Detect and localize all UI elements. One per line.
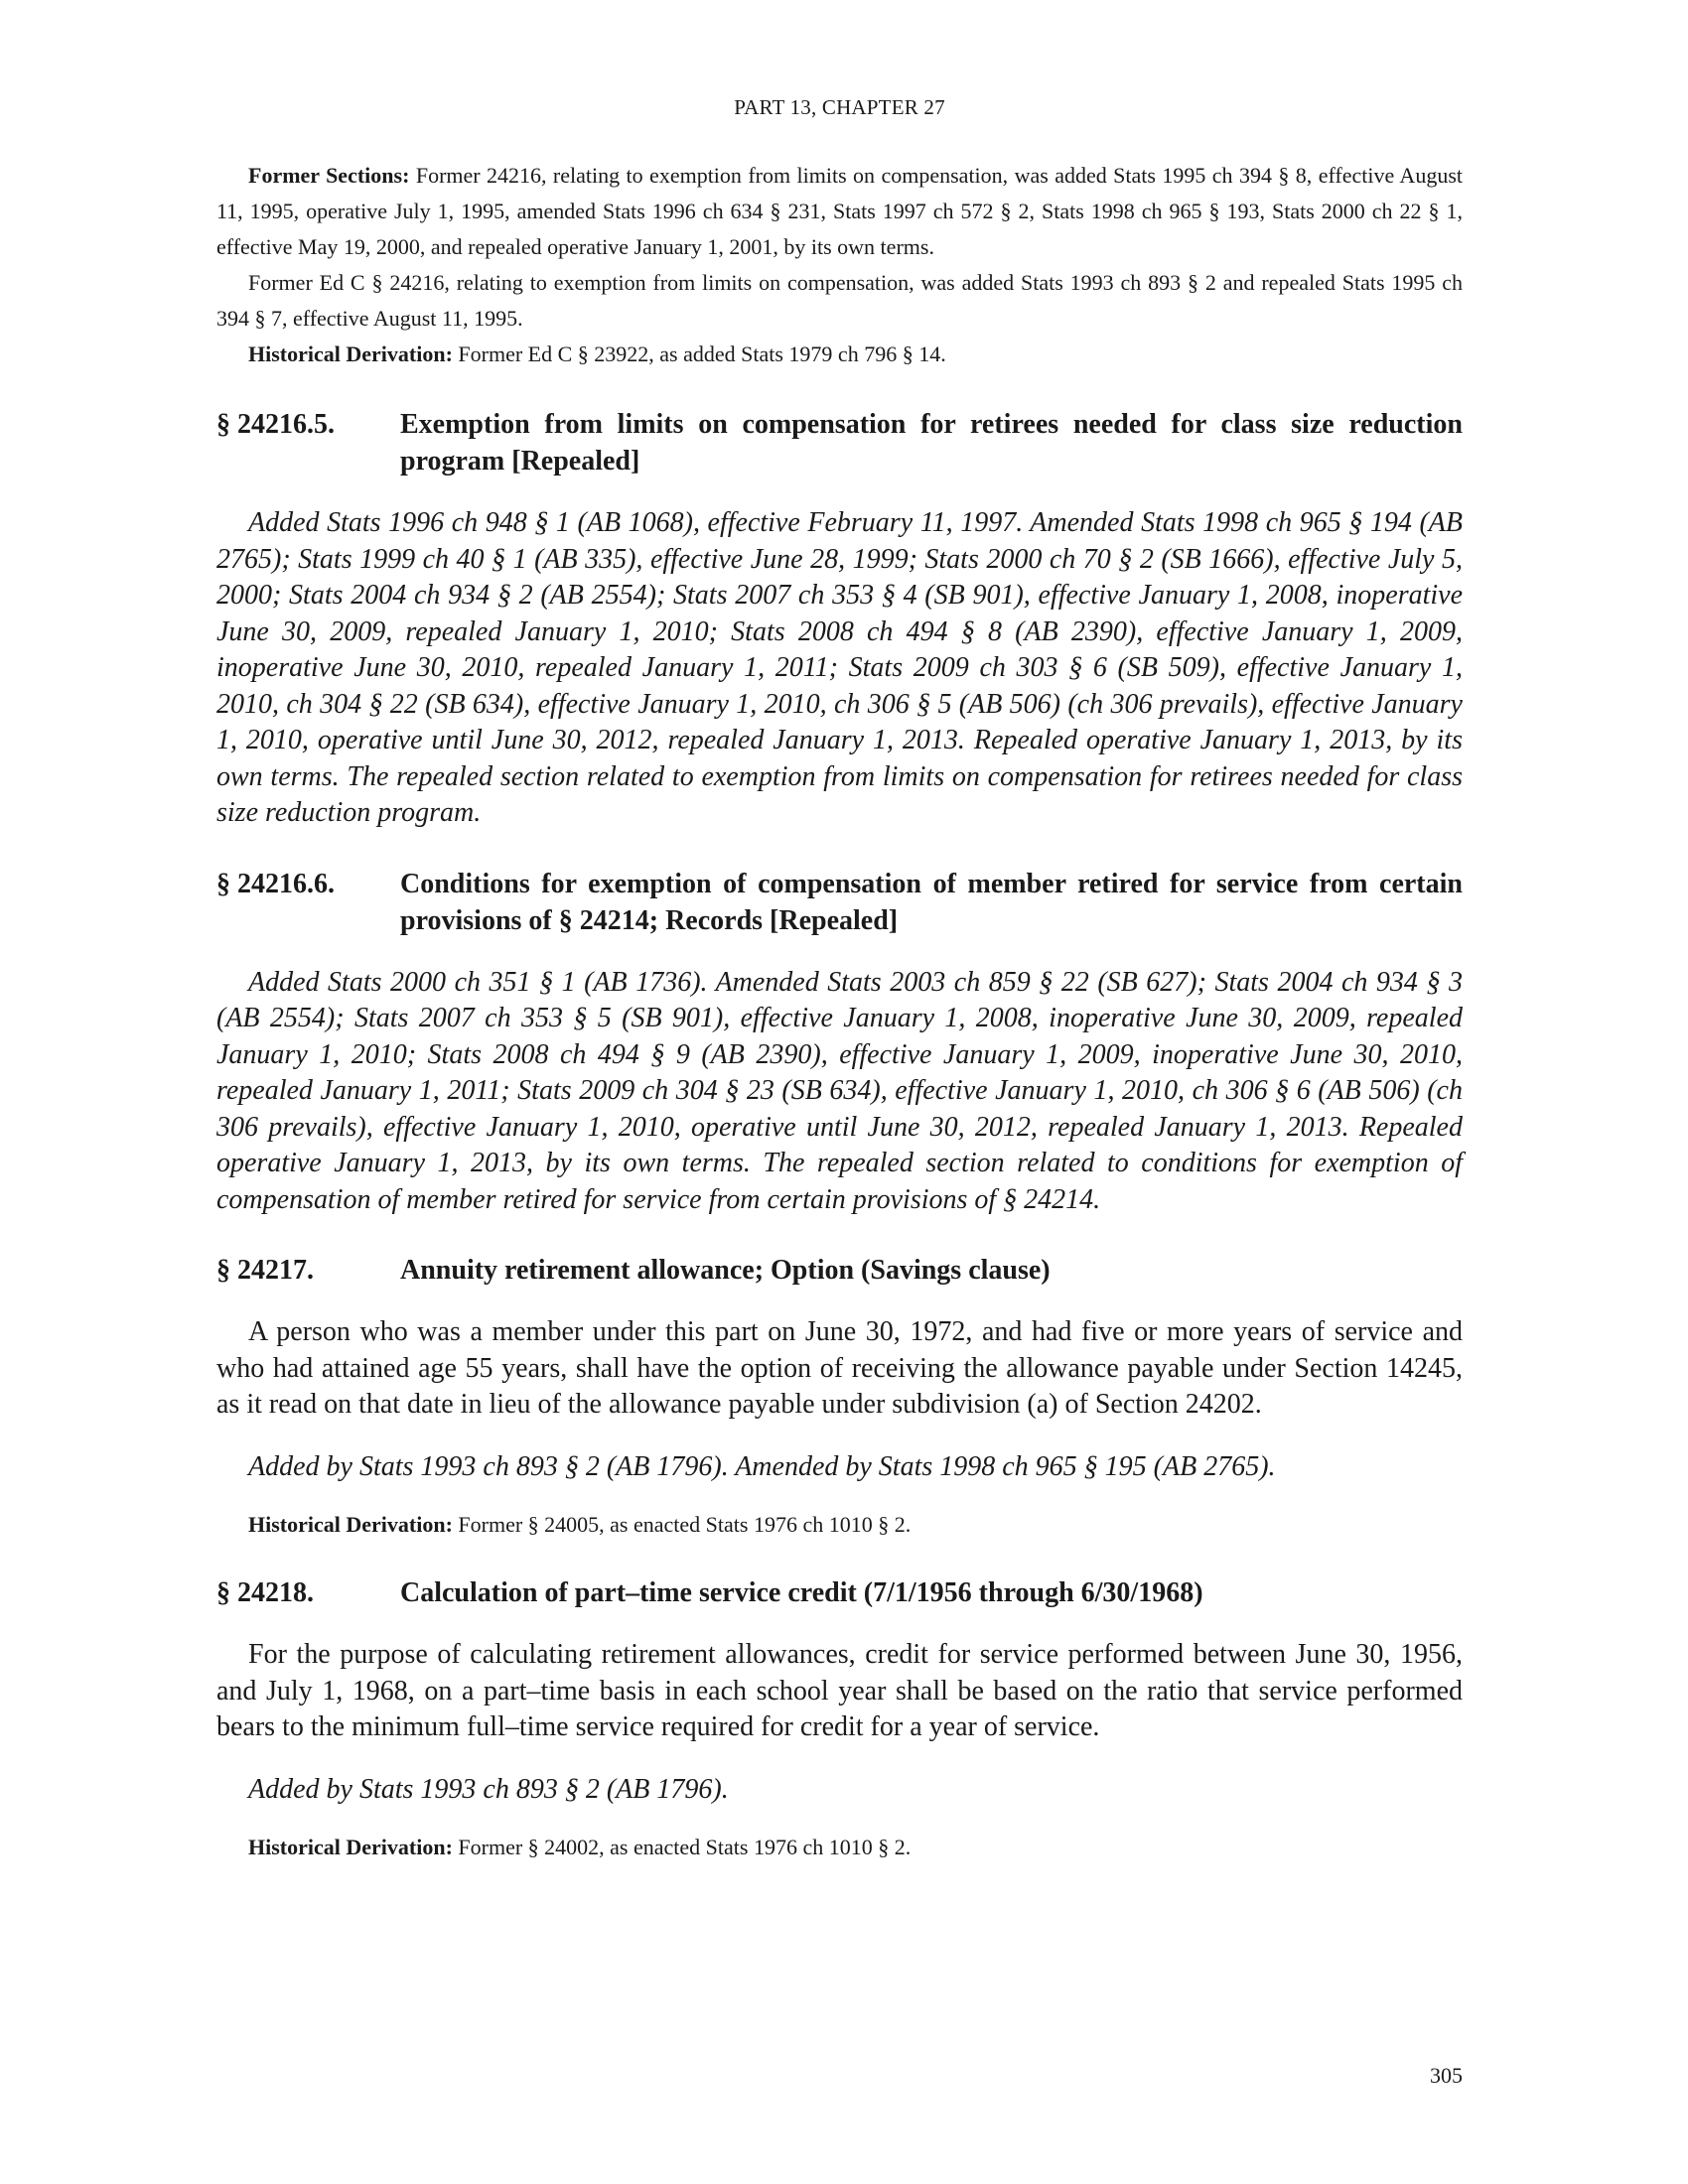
section-history	[216, 965, 1463, 1219]
former-sections-block	[216, 158, 1463, 372]
section-body-text: A person who was a member under this part on June 30, 1972, and had five or more years of service and who had attained age 55 years, shall have the option of receiving the allowance payable under Section 14245, as it read on that date in lieu of the allowance payable under subdivision (a) of Section 24202.	[216, 1316, 1463, 1420]
derivation-text: Former § 24005, as enacted Stats 1976 ch 1010 § 2.	[458, 1512, 912, 1537]
section-number: § 24217.	[216, 1255, 314, 1286]
former-sections-label: Former Sections:	[248, 163, 410, 188]
section-heading-24216-5	[216, 406, 1463, 479]
section-history	[216, 1772, 1463, 1809]
derivation-label: Historical Derivation:	[248, 1512, 453, 1537]
section-heading-24216-6	[216, 866, 1463, 939]
historical-derivation-top	[216, 337, 1463, 372]
historical-derivation-text: Former Ed C § 23922, as added Stats 1979 ch 796 § 14.	[458, 341, 946, 366]
section-number: § 24216.5.	[216, 409, 335, 440]
section-derivation	[216, 1832, 1463, 1863]
page-number: 305	[1430, 2063, 1463, 2088]
section-body	[216, 1314, 1463, 1424]
section-number: § 24216.6.	[216, 868, 335, 899]
document-page	[216, 95, 1463, 1863]
derivation-text: Former § 24002, as enacted Stats 1976 ch 1010 § 2.	[458, 1835, 912, 1859]
former-sections-note	[216, 158, 1463, 265]
running-head: PART 13, CHAPTER 27	[734, 95, 945, 119]
section-heading-24218	[216, 1574, 1463, 1611]
section-history	[216, 1449, 1463, 1486]
former-sections-note-2	[216, 265, 1463, 337]
former-sections-text: Former 24216, relating to exemption from limits on compensation, was added Stats 1995 ch 394 § 8, effective August 11, 1995, operative July 1, 1995, amended Stats 1996 ch 634 § 231, Stats 1997 ch 572 § 2, Stats 1998 ch 965 § 193, Stats 2000 ch 22 § 1, effective May 19, 2000, and repealed operative January 1, 2001, by its own terms.	[216, 163, 1463, 259]
section-body	[216, 1637, 1463, 1746]
section-title: Calculation of part–time service credit (7/1/1956 through 6/30/1968)	[400, 1577, 1203, 1608]
section-history-text: Added Stats 2000 ch 351 § 1 (AB 1736). Amended Stats 2003 ch 859 § 22 (SB 627); Stats 2004 ch 934 § 3 (AB 2554); Stats 2007 ch 353 § 5 (SB 901), effective January 1, 2008, inoperative June 30, 2009, repealed January 1, 2010; Stats 2008 ch 494 § 9 (AB 2390), effective January 1, 2009, inoperative June 30, 2010, repealed January 1, 2011; Stats 2009 ch 304 § 23 (SB 634), effective January 1, 2010, ch 306 § 6 (AB 506) (ch 306 prevails), effective January 1, 2010, operative until June 30, 2012, repealed January 1, 2013. Repealed operative January 1, 2013, by its own terms. The repealed section related to conditions for exemption of compensation of member retired for service from certain provisions of § 24214.	[216, 966, 1463, 1215]
derivation-label: Historical Derivation:	[248, 1835, 453, 1859]
section-title: Conditions for exemption of compensation of member retired for service from certain provisions of § 24214; Records [Repealed]	[400, 868, 1463, 936]
section-title: Exemption from limits on compensation for retirees needed for class size reduction program [Repealed]	[400, 409, 1463, 477]
section-number: § 24218.	[216, 1577, 314, 1608]
section-derivation	[216, 1509, 1463, 1541]
section-history-text: Added Stats 1996 ch 948 § 1 (AB 1068), effective February 11, 1997. Amended Stats 1998 ch 965 § 194 (AB 2765); Stats 1999 ch 40 § 1 (AB 335), effective June 28, 1999; Stats 2000 ch 70 § 2 (SB 1666), effective July 5, 2000; Stats 2004 ch 934 § 2 (AB 2554); Stats 2007 ch 353 § 4 (SB 901), effective January 1, 2008, inoperative June 30, 2009, repealed January 1, 2010; Stats 2008 ch 494 § 8 (AB 2390), effective January 1, 2009, inoperative June 30, 2010, repealed January 1, 2011; Stats 2009 ch 303 § 6 (SB 509), effective January 1, 2010, ch 304 § 22 (SB 634), effective January 1, 2010, ch 306 § 5 (AB 506) (ch 306 prevails), effective January 1, 2010, operative until June 30, 2012, repealed January 1, 2013. Repealed operative January 1, 2013, by its own terms. The repealed section related to exemption from limits on compensation for retirees needed for class size reduction program.	[216, 507, 1463, 828]
section-history	[216, 505, 1463, 832]
section-history-text: Added by Stats 1993 ch 893 § 2 (AB 1796).	[248, 1773, 729, 1805]
section-history-text: Added by Stats 1993 ch 893 § 2 (AB 1796). Amended by Stats 1998 ch 965 § 195 (AB 2765).	[248, 1450, 1276, 1482]
section-heading-24217	[216, 1252, 1463, 1289]
historical-derivation-label: Historical Derivation:	[248, 341, 453, 366]
former-sections-text-2: Former Ed C § 24216, relating to exemption from limits on compensation, was added Stats 1993 ch 893 § 2 and repealed Stats 1995 ch 394 § 7, effective August 11, 1995.	[216, 270, 1463, 331]
section-body-text: For the purpose of calculating retirement allowances, credit for service performed between June 30, 1956, and July 1, 1968, on a part–time basis in each school year shall be based on the ratio that service performed bears to the minimum full–time service required for credit for a year of service.	[216, 1639, 1463, 1742]
section-title: Annuity retirement allowance; Option (Savings clause)	[400, 1255, 1051, 1286]
